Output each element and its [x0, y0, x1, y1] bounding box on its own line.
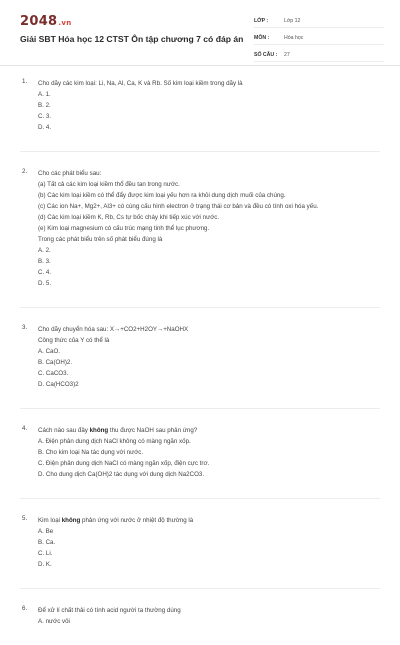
question-1 [0, 78, 400, 133]
option-a[interactable]: A. nước vôi [38, 618, 70, 625]
question-stem: Để xử lí chất thải có tính acid người ta thường dùng [38, 607, 181, 614]
meta-label: LỚP : [254, 17, 269, 24]
option-a[interactable]: A. Be [38, 528, 54, 535]
option-d[interactable]: D. Cho dung dịch Ca(OH)2 tác dụng với dung dịch Na2CO3. [38, 471, 205, 478]
option-a[interactable]: A. Điện phân dung dịch NaCl không có màng ngăn xốp. [38, 438, 191, 445]
document-header [0, 0, 400, 66]
divider [20, 408, 380, 409]
option-c[interactable]: C. 4. [38, 269, 52, 276]
option-b[interactable]: B. 3. [38, 258, 51, 265]
logo-text: 2048 [20, 14, 58, 29]
option-c[interactable]: C. Li. [38, 550, 53, 557]
question-body [38, 425, 380, 480]
stem-text: Kim loại [38, 517, 62, 524]
question-3 [0, 324, 400, 390]
option-d[interactable]: D. Ca(HCO3)2 [38, 381, 79, 388]
document-title: Giải SBT Hóa học 12 CTST Ôn tập chương 7 có đáp án [20, 34, 244, 44]
question-number: 3. [22, 324, 28, 331]
divider [20, 307, 380, 308]
option-a[interactable]: A. 1. [38, 91, 51, 98]
option-b[interactable]: B. Ca(OH)2. [38, 359, 73, 366]
question-prompt: Trong các phát biểu trên số phát biểu đúng là [38, 236, 163, 243]
question-list [0, 78, 400, 645]
question-number: 6. [22, 605, 28, 612]
meta-row-count [254, 48, 384, 62]
statement-c: (c) Các ion Na+, Mg2+, Al3+ có cùng cấu hình electron ở trạng thái cơ bản và đều có tính oxi hóa yếu. [38, 203, 319, 210]
question-6 [0, 605, 400, 627]
option-d[interactable]: D. 5. [38, 280, 52, 287]
statement-a: (a) Tất cả các kim loại kiềm thổ đều tan trong nước. [38, 181, 180, 188]
question-stem: Cho các phát biểu sau: [38, 170, 102, 177]
stem-emphasis: không [61, 517, 81, 524]
site-logo[interactable] [20, 14, 72, 29]
question-stem [38, 425, 380, 436]
meta-row-subject [254, 31, 384, 45]
question-2 [0, 168, 400, 289]
option-c[interactable]: C. Điện phân dung dịch NaCl có màng ngăn xốp, điện cực trơ. [38, 460, 210, 467]
option-a[interactable]: A. 2. [38, 247, 51, 254]
question-stem: Cho dãy chuyển hóa sau: X→+CO2+H2OY→+NaOHX [38, 326, 189, 333]
stem-emphasis: không [89, 427, 109, 434]
option-d[interactable]: D. K. [38, 561, 52, 568]
stem-text: Cách nào sau đây [38, 427, 90, 434]
question-5 [0, 515, 400, 570]
option-b[interactable]: B. 2. [38, 102, 51, 109]
question-4 [0, 425, 400, 480]
question-stem [38, 515, 380, 526]
option-c[interactable]: C. 3. [38, 113, 52, 120]
stem-text: thu được NaOH sau phản ứng? [108, 427, 198, 434]
logo-suffix: .vn [58, 19, 72, 27]
divider [20, 151, 380, 152]
option-b[interactable]: B. Ca. [38, 539, 56, 546]
question-number: 5. [22, 515, 28, 522]
meta-label: SỐ CÂU : [254, 51, 278, 58]
option-c[interactable]: C. CaCO3. [38, 370, 69, 377]
question-body [38, 168, 380, 289]
meta-info [254, 14, 384, 65]
option-a[interactable]: A. CaO. [38, 348, 61, 355]
statement-d: (d) Các kim loại kiềm K, Rb, Cs tự bốc cháy khi tiếp xúc với nước. [38, 214, 220, 221]
question-body [38, 515, 380, 570]
question-body [38, 78, 380, 133]
meta-label: MÔN : [254, 34, 270, 41]
question-number: 2. [22, 168, 28, 175]
meta-row-class [254, 14, 384, 28]
divider [20, 588, 380, 589]
question-body [38, 605, 380, 627]
question-number: 4. [22, 425, 28, 432]
meta-value: Lớp 12 [284, 17, 301, 24]
option-b[interactable]: B. Cho kim loại Na tác dụng với nước. [38, 449, 144, 456]
divider [20, 498, 380, 499]
question-prompt: Công thức của Y có thể là [38, 337, 110, 344]
option-d[interactable]: D. 4. [38, 124, 52, 131]
statement-b: (b) Các kim loại kiềm có thể đẩy được kim loại yếu hơn ra khỏi dung dịch muối của chúng. [38, 192, 286, 199]
question-stem: Cho dãy các kim loại: Li, Na, Al, Ca, K và Rb. Số kim loại kiềm trong dãy là [38, 80, 243, 87]
statement-e: (e) Kim loại magnesium có cấu trúc mạng tinh thể lục phương. [38, 225, 210, 232]
meta-value: Hóa học [284, 34, 304, 41]
question-number: 1. [22, 78, 28, 85]
meta-value: 27 [284, 51, 290, 58]
question-body [38, 324, 380, 390]
stem-text: phản ứng với nước ở nhiệt độ thường là [80, 517, 194, 524]
